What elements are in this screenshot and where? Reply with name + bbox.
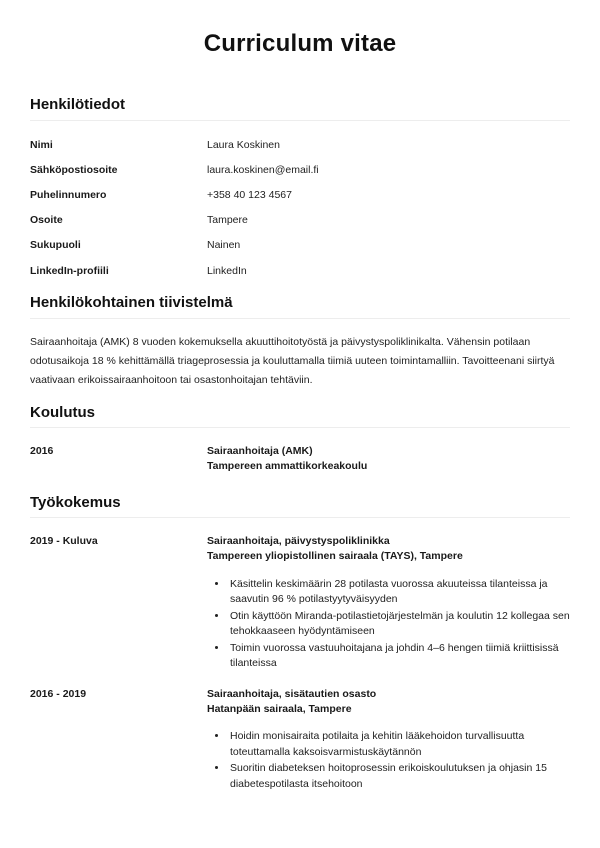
section-personal-info — [30, 96, 570, 279]
education-entry-body — [207, 444, 570, 473]
info-label-name: Nimi — [30, 138, 53, 151]
info-row-address — [30, 213, 570, 228]
experience-period-current: 2019 - Kuluva — [30, 535, 98, 548]
info-value-name: Laura Koskinen — [207, 138, 280, 151]
bullet-item: • Otin käyttöön Miranda-potilastietojärjestelmän ja koulutin 12 kollegaa sen tehokkaaseen hyödyntämiseen — [228, 609, 570, 640]
info-row-email — [30, 163, 570, 178]
experience-entry-previous — [30, 687, 570, 793]
education-entry — [30, 444, 570, 473]
experience-bullet-list-previous — [207, 729, 570, 792]
page-title: Curriculum vitae — [203, 30, 397, 57]
personal-info-list — [30, 138, 570, 279]
experience-title-previous: Sairaanhoitaja, sisätautien osasto — [207, 687, 377, 700]
info-value-linkedin — [207, 264, 570, 279]
education-school: Tampereen ammattikorkeakoulu — [207, 460, 368, 473]
education-period: 2016 — [30, 445, 54, 458]
info-label-linkedin: LinkedIn-profiili — [30, 264, 109, 277]
experience-entry-body-current — [207, 534, 570, 672]
summary-heading: Henkilökohtainen tiivistelmä — [30, 294, 570, 319]
experience-entry-body-previous — [207, 687, 570, 793]
info-label-address: Osoite — [30, 214, 63, 227]
section-education — [30, 404, 570, 474]
personal-info-heading: Henkilötiedot — [30, 96, 570, 121]
info-row-name — [30, 138, 570, 153]
experience-period-previous: 2016 - 2019 — [30, 687, 87, 700]
summary-text: Sairaanhoitaja (AMK) 8 vuoden kokemuksella akuuttihoitotyöstä ja päivystyspoliklinikalta. Vähensin potilaan odotusaikoja 18 % kehittämällä triageprosessia ja kouluttamalla tiimiä uuteen toimintamalliin. Tavoitteenani siirtyä vaativaan erikoissairaanhoitoon tai osastonhoitajan tehtäviin. — [30, 335, 555, 386]
section-experience — [30, 494, 570, 794]
info-value-address: Tampere — [207, 214, 248, 227]
experience-heading: Työkokemus — [30, 494, 570, 519]
section-summary — [30, 294, 570, 390]
bullet-item: • Toimin vuorossa vastuuhoitajana ja johdin 4–6 hengen tiimiä kriittisissä tilanteissa — [228, 641, 570, 672]
bullet-item: • Käsittelin keskimäärin 28 potilasta vuorossa akuuteissa tilanteissa ja saavutin 96 % potilastyytyväisyyden — [228, 577, 570, 608]
education-degree: Sairaanhoitaja (AMK) — [207, 445, 313, 458]
bullet-item: • Hoidin monisairaita potilaita ja kehitin lääkehoidon turvallisuutta toteuttamalla kaksoisvarmistuskäytännön — [228, 729, 570, 760]
info-value-gender: Nainen — [207, 239, 241, 252]
bullet-item: • Suoritin diabeteksen hoitoprosessin erikoiskoulutuksen ja ohjasin 15 diabetespotilasta itsehoitoon — [228, 761, 570, 792]
info-value-phone: +358 40 123 4567 — [207, 188, 292, 201]
experience-title-current: Sairaanhoitaja, päivystyspoliklinikka — [207, 535, 390, 548]
info-label-phone: Puhelinnumero — [30, 188, 107, 201]
experience-entry-current — [30, 534, 570, 672]
linkedin-link[interactable]: LinkedIn — [207, 264, 247, 277]
info-row-phone — [30, 188, 570, 203]
info-value-email: laura.koskinen@email.fi — [207, 163, 319, 176]
info-row-linkedin — [30, 264, 570, 279]
info-label-gender: Sukupuoli — [30, 239, 81, 252]
experience-employer-current: Tampereen yliopistollinen sairaala (TAYS), Tampere — [207, 550, 463, 563]
info-row-gender — [30, 238, 570, 253]
experience-employer-previous: Hatanpään sairaala, Tampere — [207, 702, 352, 715]
info-label-email: Sähköpostiosoite — [30, 163, 118, 176]
education-heading: Koulutus — [30, 404, 570, 429]
experience-bullet-list-current — [207, 577, 570, 672]
